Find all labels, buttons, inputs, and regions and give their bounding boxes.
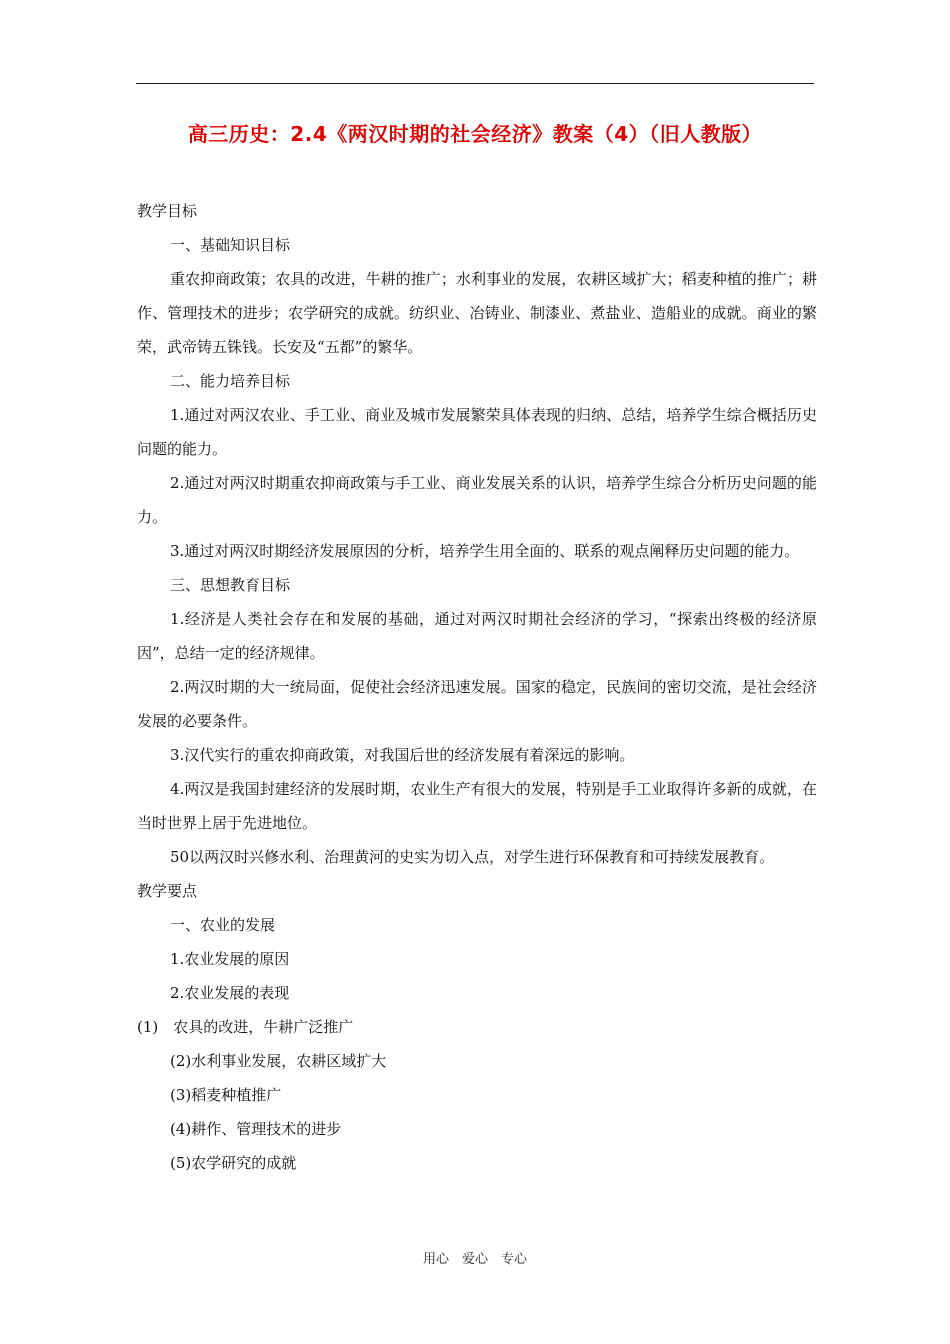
list-item-4: (4)耕作、管理技术的进步	[170, 1120, 342, 1138]
subheading-agriculture: 一、农业的发展	[170, 916, 276, 934]
list-item-1: (1) 农具的改进，牛耕广泛推广	[137, 1018, 354, 1036]
subheading-ability: 二、能力培养目标	[170, 372, 291, 390]
heading-teaching-goals: 教学目标	[137, 202, 198, 220]
paragraph-ideology-3: 3.汉代实行的重农抑商政策，对我国后世的经济发展有着深远的影响。	[170, 746, 635, 764]
document-body	[137, 194, 817, 1180]
subheading-basic-knowledge: 一、基础知识目标	[170, 236, 291, 254]
header-rule	[136, 83, 814, 84]
paragraph-ability-1: 1.通过对两汉农业、手工业、商业及城市发展繁荣具体表现的归纳、总结，培养学生综合概括历史问题的能力。	[137, 406, 817, 458]
list-item-5: (5)农学研究的成就	[170, 1154, 297, 1172]
subheading-ideology: 三、思想教育目标	[170, 576, 291, 594]
paragraph-ability-2: 2.通过对两汉时期重农抑商政策与手工业、商业发展关系的认识，培养学生综合分析历史问题的能力。	[137, 474, 817, 526]
point-agriculture-manifestations: 2.农业发展的表现	[170, 984, 290, 1002]
page-footer: 用心 爱心 专心	[422, 1252, 527, 1267]
point-agriculture-causes: 1.农业发展的原因	[170, 950, 290, 968]
paragraph-ability-3: 3.通过对两汉时期经济发展原因的分析，培养学生用全面的、联系的观点阐释历史问题的能力。	[170, 542, 800, 560]
paragraph-ideology-4: 4.两汉是我国封建经济的发展时期，农业生产有很大的发展，特别是手工业取得许多新的成就，在当时世界上居于先进地位。	[137, 780, 817, 832]
document-title: 高三历史：2.4《两汉时期的社会经济》教案（4）（旧人教版）	[187, 122, 763, 146]
heading-teaching-points: 教学要点	[137, 882, 198, 900]
paragraph-ideology-2: 2.两汉时期的大一统局面，促使社会经济迅速发展。国家的稳定，民族间的密切交流，是社会经济发展的必要条件。	[137, 678, 817, 730]
paragraph-basic-knowledge: 重农抑商政策；农具的改进，牛耕的推广；水利事业的发展，农耕区域扩大；稻麦种植的推广；耕作、管理技术的进步；农学研究的成就。纺织业、冶铸业、制漆业、煮盐业、造船业的成就。商业的繁荣，武帝铸五铢钱。长安及“五都”的繁华。	[137, 270, 817, 356]
list-item-2: (2)水利事业发展，农耕区域扩大	[170, 1052, 387, 1070]
paragraph-ideology-5: 50以两汉时兴修水利、治理黄河的史实为切入点，对学生进行环保教育和可持续发展教育。	[170, 848, 775, 866]
paragraph-ideology-1: 1.经济是人类社会存在和发展的基础，通过对两汉时期社会经济的学习，“探索出终极的经济原因”，总结一定的经济规律。	[137, 610, 817, 662]
list-item-3: (3)稻麦种植推广	[170, 1086, 282, 1104]
